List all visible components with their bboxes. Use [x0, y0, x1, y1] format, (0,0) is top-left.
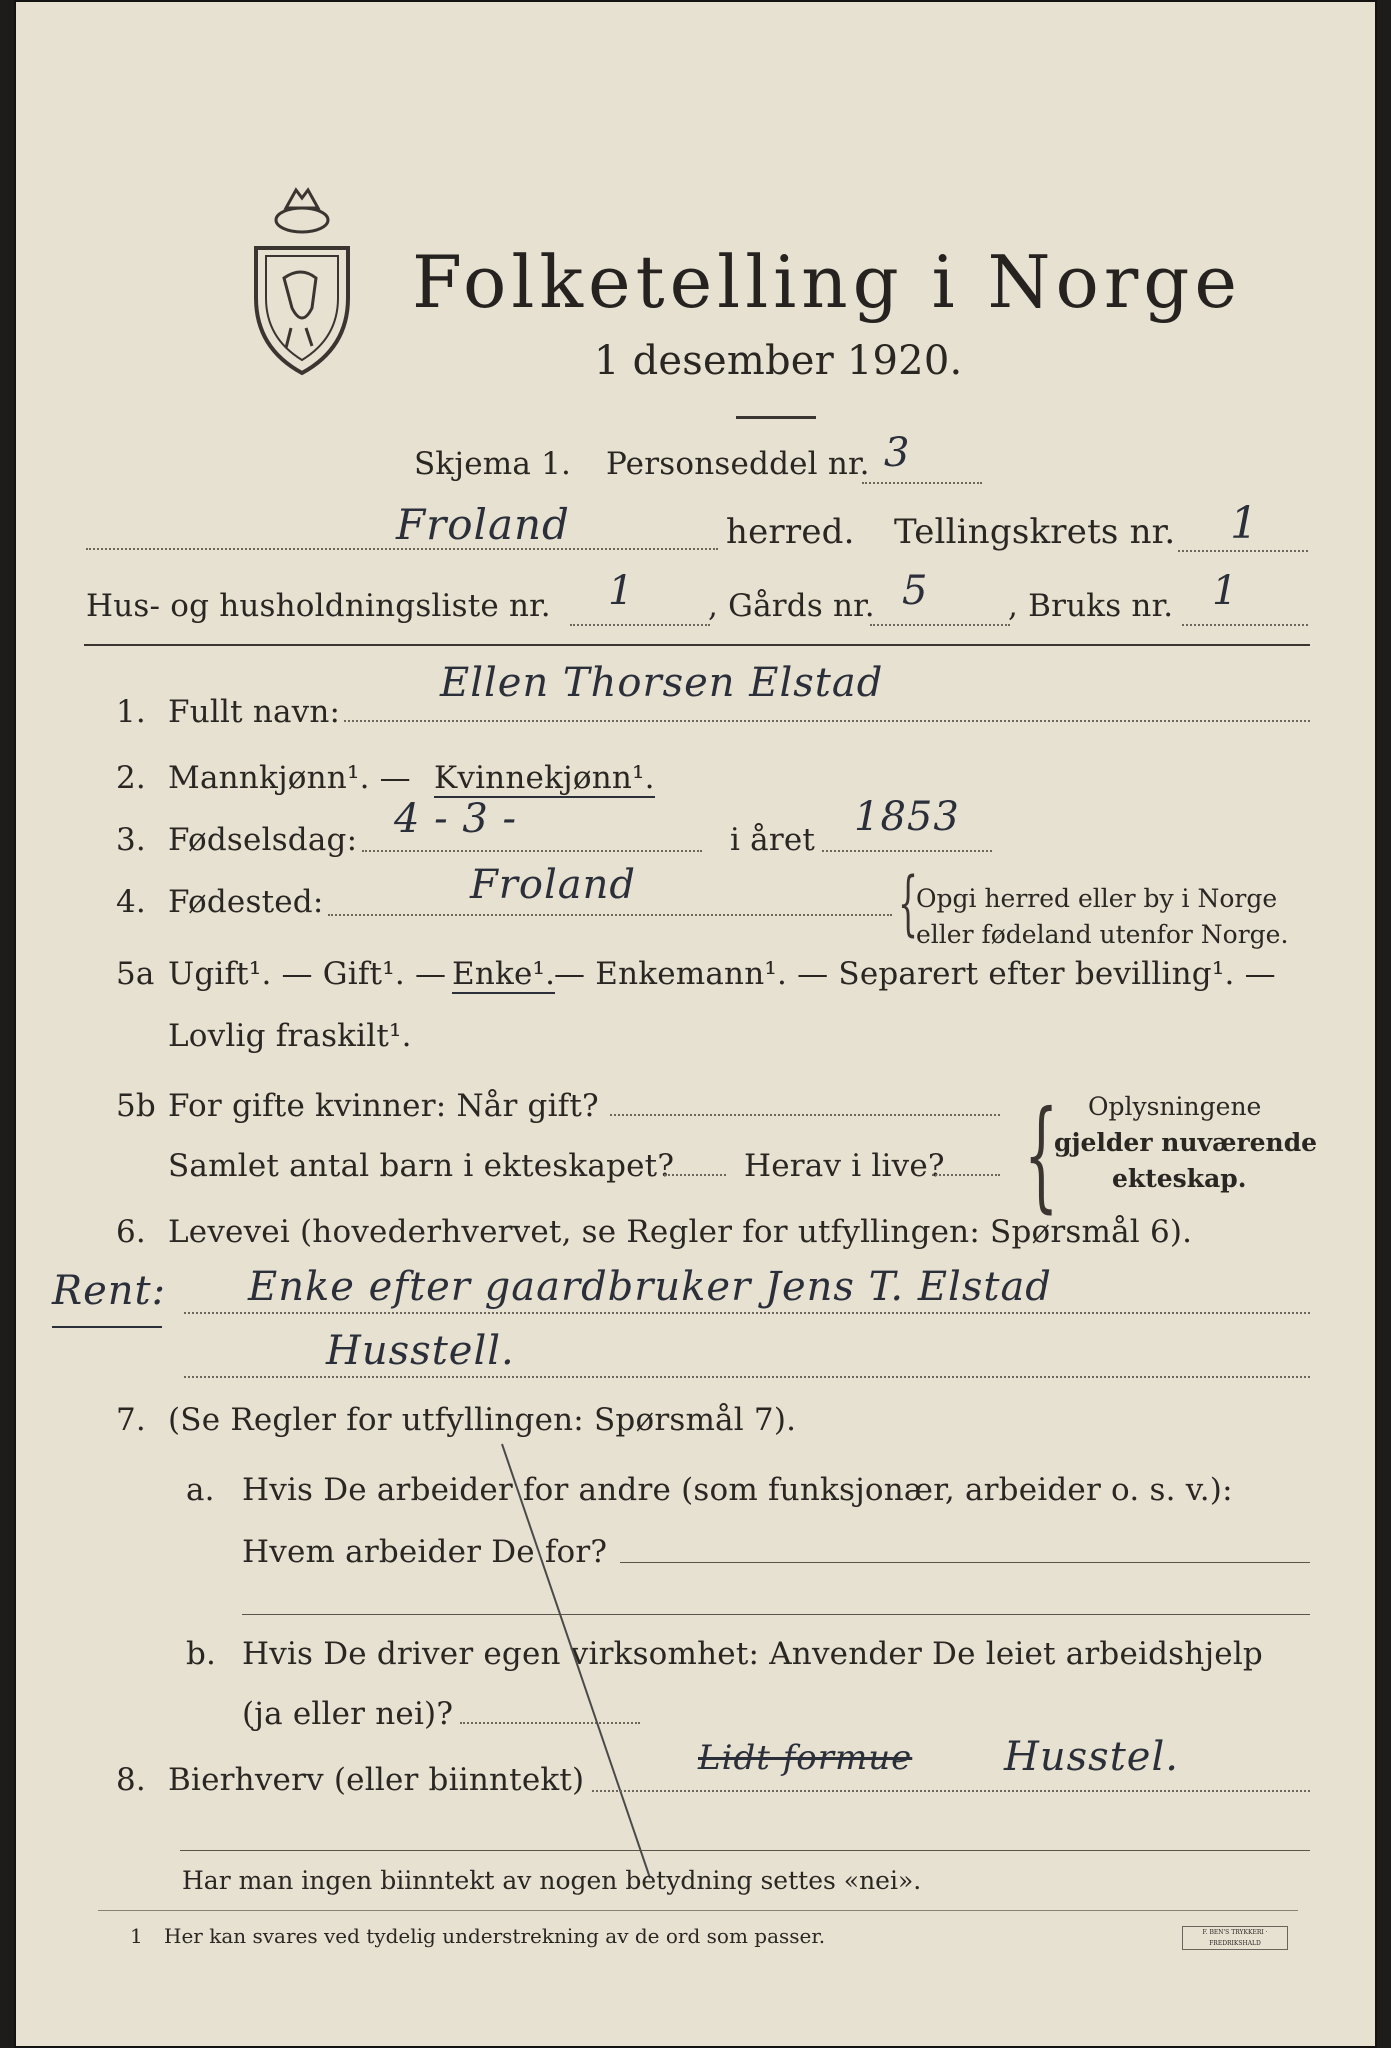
bruks-label: , Bruks nr.	[1008, 588, 1174, 624]
q4-line	[328, 914, 892, 916]
q7a-employer-line	[620, 1562, 1310, 1563]
q4-note-brace: {	[898, 862, 919, 944]
tellingskrets-label: Tellingskrets nr.	[894, 512, 1176, 552]
q7a-extra-line	[242, 1614, 1310, 1615]
q2-number: 2.	[116, 760, 146, 796]
printer-stamp	[1182, 1926, 1288, 1950]
pencil-mark	[500, 1442, 660, 1882]
q5b-children-label: Samlet antal barn i ekteskapet?	[168, 1148, 675, 1184]
q8-label: Bierhverv (eller biinntekt)	[168, 1762, 585, 1798]
q5a-enke-option[interactable]: Enke¹.	[452, 956, 556, 992]
tellingskrets-line	[1178, 550, 1308, 552]
q8-number: 8.	[116, 1762, 146, 1798]
footnote-text: Her kan svares ved tydelig understrekning av de ord som passer.	[164, 1924, 826, 1948]
q3-label: Fødselsdag:	[168, 822, 358, 858]
personseddel-value[interactable]: 3	[884, 430, 911, 476]
q3-year-value[interactable]: 1853	[854, 794, 960, 840]
q5b-note-line1: Oplysningene	[1088, 1092, 1262, 1121]
q5a-text-a: Ugift¹. — Gift¹. —	[168, 956, 447, 992]
q8-line	[592, 1790, 1310, 1792]
printer-stamp-text: F. BEN'S TRYKKERI · FREDRIKSHALD	[1202, 1929, 1268, 1947]
q6-value-line1[interactable]: Enke efter gaardbruker Jens T. Elstad	[248, 1264, 1052, 1310]
q7a-letter: a.	[186, 1472, 215, 1508]
q5b-when-line	[610, 1114, 1000, 1116]
q6-line-2	[184, 1376, 1310, 1378]
q5b-label: For gifte kvinner: Når gift?	[168, 1088, 599, 1124]
q6-margin-note: Rent:	[52, 1268, 167, 1314]
q7a-text: Hvis De arbeider for andre (som funksjonær, arbeider o. s. v.):	[242, 1472, 1233, 1508]
q7b-text: Hvis De driver egen virksomhet: Anvender De leiet arbeidshjelp	[242, 1636, 1263, 1672]
q7b-hired-help-label: (ja eller nei)?	[242, 1696, 454, 1732]
gards-value[interactable]: 5	[902, 568, 929, 614]
q4-number: 4.	[116, 884, 146, 920]
q7-label: (Se Regler for utfyllingen: Spørsmål 7).	[168, 1402, 797, 1438]
q7-number: 7.	[116, 1402, 146, 1438]
herred-label: herred.	[726, 512, 855, 552]
form-date: 1 desember 1920.	[594, 338, 963, 384]
footer-note: Har man ingen biinntekt av nogen betydning settes «nei».	[182, 1866, 922, 1895]
q4-label: Fødested:	[168, 884, 324, 920]
q5b-alive-label: Herav i live?	[744, 1148, 945, 1184]
q5b-note-brace: {	[1024, 1086, 1059, 1225]
bruks-value[interactable]: 1	[1212, 568, 1239, 614]
gards-line	[870, 624, 1010, 626]
q1-label: Fullt navn:	[168, 694, 341, 730]
herred-value[interactable]: Froland	[396, 500, 570, 549]
q1-line	[344, 720, 1310, 722]
form-title: Folketelling i Norge	[412, 240, 1242, 324]
coat-of-arms-icon	[246, 178, 358, 378]
q8-struck-value[interactable]: Lidt formue	[698, 1738, 913, 1778]
personseddel-label: Personseddel nr.	[606, 446, 870, 482]
q6-value-line2[interactable]: Husstell.	[326, 1328, 515, 1374]
q3-year-label: i året	[730, 822, 816, 858]
q6-margin-underline	[52, 1326, 162, 1328]
personseddel-line	[862, 482, 982, 484]
q5a-text-c: — Enkemann¹. — Separert efter bevilling¹. —	[554, 956, 1276, 992]
header-rule	[84, 644, 1310, 646]
gards-label: , Gårds nr.	[708, 588, 875, 624]
q2-label-male: Mannkjønn¹. —	[168, 760, 411, 796]
q6-label: Levevei (hovederhvervet, se Regler for utfyllingen: Spørsmål 6).	[168, 1214, 1193, 1250]
q3-value[interactable]: 4 - 3 -	[394, 796, 518, 842]
q5b-note-line3: ekteskap.	[1112, 1164, 1247, 1193]
q5b-note-line2: gjelder nuværende	[1054, 1128, 1318, 1157]
tellingskrets-value[interactable]: 1	[1230, 498, 1259, 549]
q8-value[interactable]: Husstel.	[1004, 1734, 1179, 1780]
footer-rule	[98, 1910, 1298, 1911]
census-form	[14, 0, 1377, 2048]
q1-number: 1.	[116, 694, 146, 730]
q6-number: 6.	[116, 1214, 146, 1250]
q5b-number: 5b	[116, 1088, 156, 1124]
q5a-number: 5a	[116, 956, 155, 992]
q2-label-female[interactable]: Kvinnekjønn¹.	[434, 760, 655, 796]
q3-year-line	[822, 850, 992, 852]
title-divider	[736, 416, 816, 419]
q3-line	[362, 850, 702, 852]
q4-note-line2: eller fødeland utenfor Norge.	[916, 920, 1289, 949]
q4-value[interactable]: Froland	[470, 862, 636, 908]
q5a-text-d: Lovlig fraskilt¹.	[168, 1018, 412, 1054]
hus-line	[570, 624, 710, 626]
q1-value[interactable]: Ellen Thorsen Elstad	[440, 660, 884, 706]
q3-number: 3.	[116, 822, 146, 858]
q7a-employer-label: Hvem arbeider De for?	[242, 1534, 608, 1570]
q5b-children-line	[664, 1174, 726, 1176]
skjema-label: Skjema 1.	[414, 446, 572, 482]
q5b-alive-line	[932, 1174, 1000, 1176]
hus-value[interactable]: 1	[608, 568, 635, 614]
q8-bottom-line	[180, 1850, 1310, 1851]
footnote-number: 1	[130, 1924, 143, 1948]
q6-line-1	[184, 1312, 1310, 1314]
hus-label: Hus- og husholdningsliste nr.	[86, 588, 551, 624]
q7b-letter: b.	[186, 1636, 217, 1672]
q4-note-line1: Opgi herred eller by i Norge	[916, 884, 1278, 913]
bruks-line	[1182, 624, 1308, 626]
